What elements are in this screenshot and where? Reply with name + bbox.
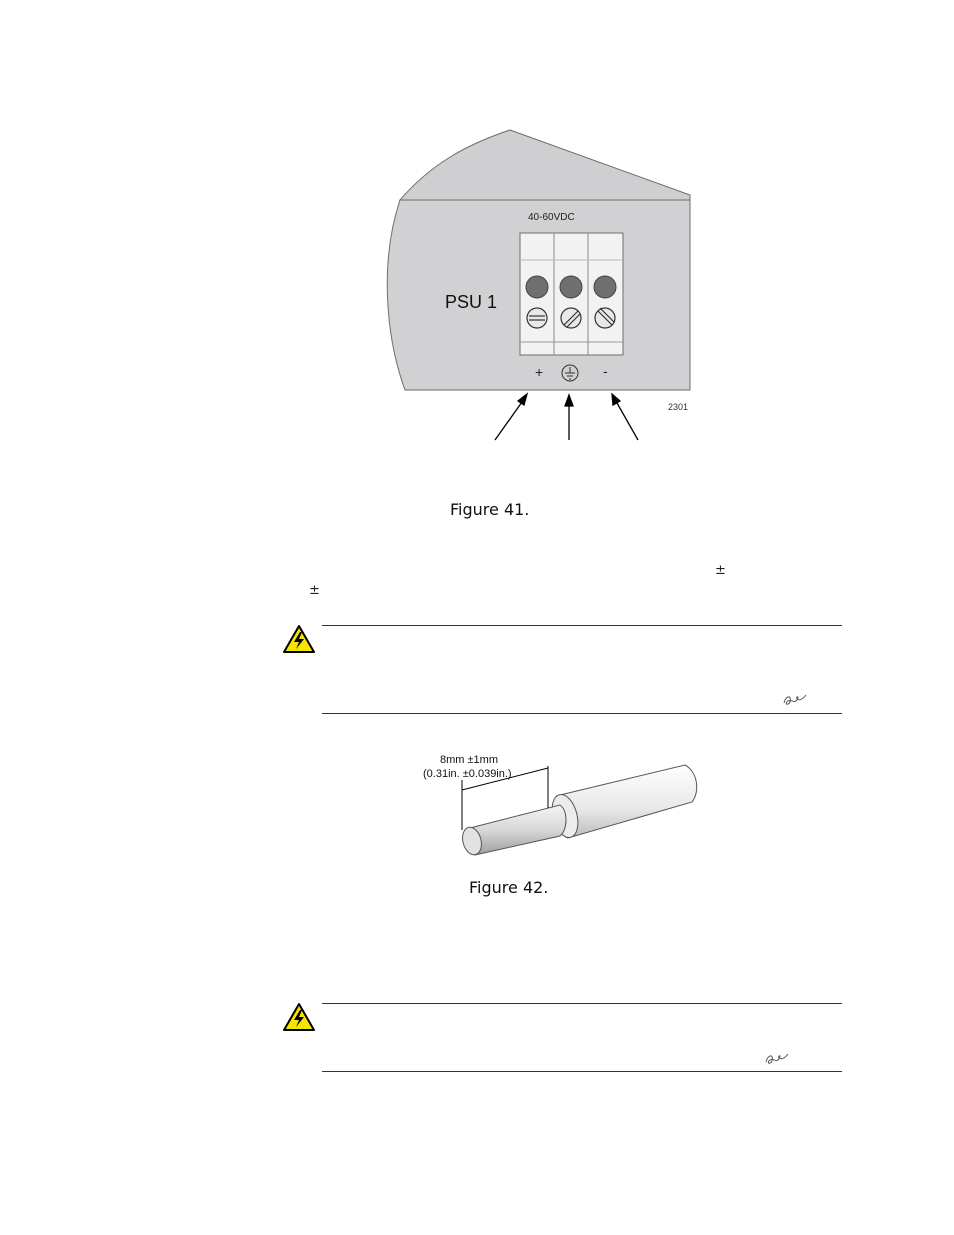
- figure-41-caption: Figure 41.: [450, 500, 530, 519]
- panel-voltage-label: 40-60VDC: [528, 212, 575, 223]
- figure-42-caption: Figure 42.: [469, 878, 549, 897]
- terminal-knob: [560, 276, 582, 298]
- warning-bottom-rule: [322, 1071, 842, 1072]
- strip-length-dimension-imperial: (0.31in. ±0.039in.): [423, 768, 512, 780]
- warning-top-rule: [322, 1003, 842, 1004]
- warning-bottom-rule: [322, 713, 842, 714]
- terminal-knob: [594, 276, 616, 298]
- housing-top: [400, 130, 690, 200]
- figure-id: 2301: [668, 402, 689, 412]
- psu-label: PSU 1: [445, 292, 498, 312]
- signature-mark: [764, 1052, 790, 1066]
- electrical-hazard-icon: [282, 624, 316, 654]
- strip-length-dimension: 8mm ±1mm: [440, 754, 498, 766]
- terminal-screw: [527, 308, 547, 328]
- terminal-screw: [595, 308, 615, 328]
- signature-mark: [782, 693, 808, 707]
- pointer-arrows: [495, 394, 638, 440]
- psu-terminal-illustration: [360, 120, 700, 450]
- terminal-screw: [561, 308, 581, 328]
- terminal-knob: [526, 276, 548, 298]
- terminal-plus-label: +: [535, 364, 544, 380]
- plus-minus-symbol: ±: [309, 583, 320, 598]
- plus-minus-symbol: ±: [715, 563, 726, 578]
- terminal-block: [520, 233, 623, 355]
- electrical-hazard-icon: [282, 1002, 316, 1032]
- terminal-minus-label: -: [603, 363, 608, 379]
- warning-top-rule: [322, 625, 842, 626]
